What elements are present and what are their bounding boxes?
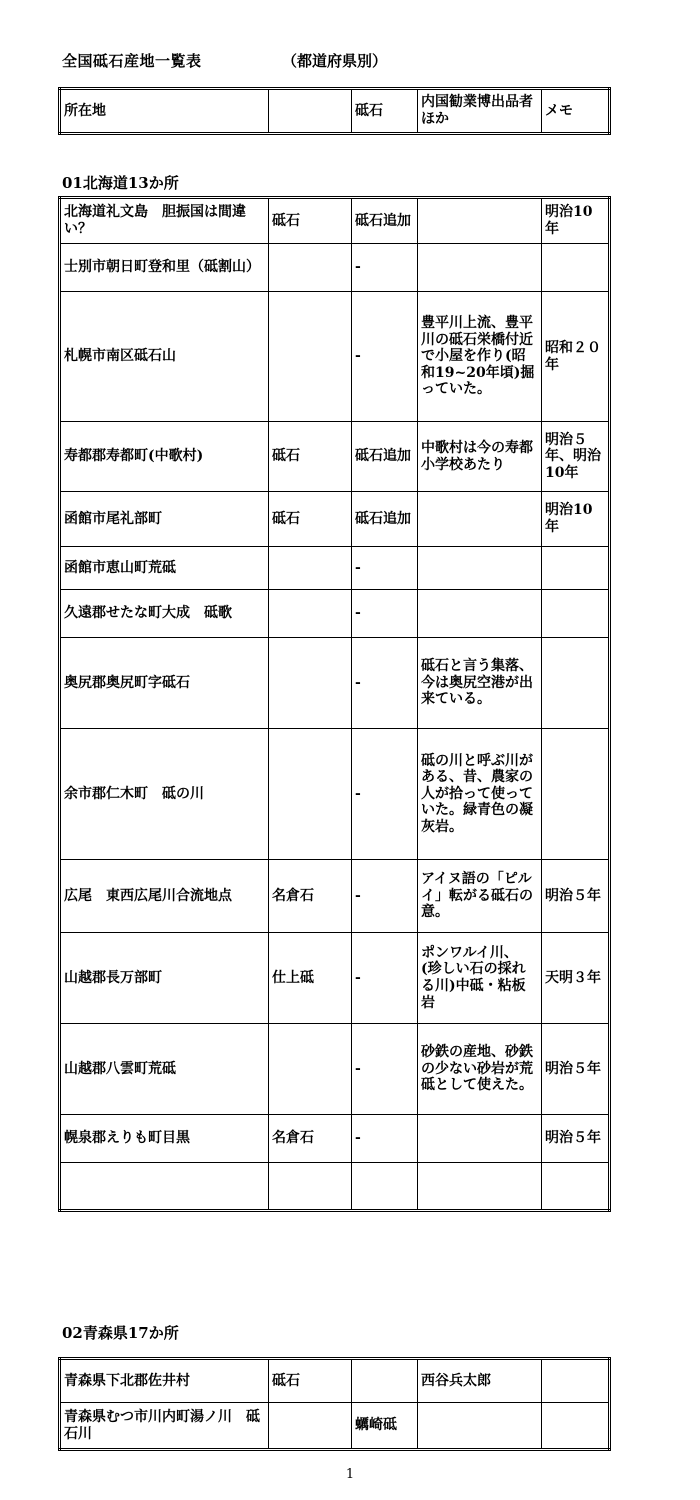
cell-memo: 明治10年: [542, 492, 610, 547]
cell-note: ポンワルイ川、(珍しい石の採れる川)中砥・粘板岩: [418, 933, 542, 1024]
table-row: [60, 1024, 610, 1115]
table-row: [60, 244, 610, 292]
table-row: [60, 492, 610, 547]
cell-location: 函館市恵山町荒砥: [60, 547, 269, 590]
cell-type: [269, 547, 352, 590]
cell-type: [269, 638, 352, 729]
header-whetstone: 砥石: [352, 89, 418, 134]
cell-type: 名倉石: [269, 1115, 352, 1163]
cell-type: [269, 590, 352, 638]
cell-note: 中歌村は今の寿都小学校あたり: [418, 422, 542, 492]
cell-location: 北海道礼文島 胆振国は間違い？: [60, 198, 269, 244]
header-row: [60, 89, 610, 134]
cell-memo: 天明３年: [542, 933, 610, 1024]
table-row-empty: [60, 1163, 610, 1211]
cell-note: 豊平川上流、豊平川の砥石栄橋付近で小屋を作り(昭和19~20年頃)掘っていた。: [418, 292, 542, 422]
column-header-table: [58, 87, 611, 135]
cell-memo: 明治５年: [542, 860, 610, 933]
cell-memo: [542, 1359, 610, 1403]
cell-note: 西谷兵太郎: [418, 1359, 542, 1403]
cell-type: [269, 729, 352, 860]
cell-location: 青森県下北郡佐井村: [60, 1359, 269, 1403]
cell-memo: [542, 547, 610, 590]
cell-whetstone: -: [352, 1024, 418, 1115]
cell-location: 奥尻郡奥尻町字砥石: [60, 638, 269, 729]
header-exhibitor: 内国勧業博出品者ほか: [418, 89, 542, 134]
cell-type: 砥石: [269, 492, 352, 547]
cell-location: 広尾 東西広尾川合流地点: [60, 860, 269, 933]
cell-location: 山越郡長万部町: [60, 933, 269, 1024]
page-subtitle: （都道府県別）: [282, 52, 388, 70]
section-heading-aomori: 02青森県17か所: [62, 1324, 179, 1342]
cell-whetstone: -: [352, 729, 418, 860]
cell-note: [418, 492, 542, 547]
cell-whetstone: -: [352, 860, 418, 933]
cell-location: 寿都郡寿都町(中歌村): [60, 422, 269, 492]
cell-whetstone: -: [352, 1115, 418, 1163]
hokkaido-table: [58, 196, 611, 1212]
cell-type: [269, 1403, 352, 1450]
cell-memo: [542, 244, 610, 292]
cell-location: [60, 1163, 269, 1211]
cell-whetstone: 砥石追加: [352, 422, 418, 492]
page-number: 1: [345, 1467, 355, 1482]
cell-type: 砥石: [269, 1359, 352, 1403]
cell-type: 仕上砥: [269, 933, 352, 1024]
cell-type: 砥石: [269, 422, 352, 492]
table-row: [60, 590, 610, 638]
cell-note: [418, 198, 542, 244]
cell-type: [269, 1163, 352, 1211]
header-memo: メモ: [542, 89, 610, 134]
cell-note: [418, 1403, 542, 1450]
cell-memo: 昭和２０年: [542, 292, 610, 422]
section-heading-hokkaido: 01北海道13か所: [62, 174, 179, 192]
table-row: [60, 1403, 610, 1450]
table-row: [60, 729, 610, 860]
cell-location: 函館市尾礼部町: [60, 492, 269, 547]
cell-whetstone: -: [352, 547, 418, 590]
cell-memo: [542, 590, 610, 638]
cell-location: 余市郡仁木町 砥の川: [60, 729, 269, 860]
cell-type: [269, 244, 352, 292]
cell-note: アイヌ語の「ピルイ」転がる砥石の意。: [418, 860, 542, 933]
table-row: [60, 422, 610, 492]
cell-note: [418, 547, 542, 590]
cell-type: 砥石: [269, 198, 352, 244]
cell-whetstone: 蠣崎砥: [352, 1403, 418, 1450]
cell-memo: 明治５年、明治10年: [542, 422, 610, 492]
cell-whetstone: 砥石追加: [352, 492, 418, 547]
cell-memo: [542, 729, 610, 860]
aomori-table: [58, 1357, 611, 1451]
table-row: [60, 198, 610, 244]
cell-location: 青森県むつ市川内町湯ノ川 砥石川: [60, 1403, 269, 1450]
cell-note: 砥の川と呼ぶ川がある、昔、農家の人が拾って使っていた。緑青色の凝灰岩。: [418, 729, 542, 860]
cell-location: 士別市朝日町登和里（砥割山）: [60, 244, 269, 292]
cell-whetstone: -: [352, 933, 418, 1024]
table-row: [60, 933, 610, 1024]
cell-note: [418, 1163, 542, 1211]
cell-location: 久遠郡せたな町大成 砥歌: [60, 590, 269, 638]
page-title: 全国砥石産地一覧表: [62, 52, 202, 70]
cell-note: [418, 244, 542, 292]
table-row: [60, 638, 610, 729]
cell-type: 名倉石: [269, 860, 352, 933]
cell-note: [418, 1115, 542, 1163]
header-blank: [269, 89, 352, 134]
cell-location: 幌泉郡えりも町目黒: [60, 1115, 269, 1163]
cell-whetstone: 砥石追加: [352, 198, 418, 244]
table-row: [60, 1359, 610, 1403]
cell-whetstone: [352, 1359, 418, 1403]
cell-memo: 明治10年: [542, 198, 610, 244]
header-location: 所在地: [60, 89, 269, 134]
cell-note: [418, 590, 542, 638]
table-row: [60, 292, 610, 422]
cell-location: 札幌市南区砥石山: [60, 292, 269, 422]
cell-location: 山越郡八雲町荒砥: [60, 1024, 269, 1115]
table-row: [60, 860, 610, 933]
cell-memo: 明治５年: [542, 1024, 610, 1115]
cell-memo: 明治５年: [542, 1115, 610, 1163]
table-row: [60, 1115, 610, 1163]
cell-whetstone: [352, 1163, 418, 1211]
cell-whetstone: -: [352, 292, 418, 422]
cell-memo: [542, 1163, 610, 1211]
table-row: [60, 547, 610, 590]
cell-type: [269, 292, 352, 422]
cell-whetstone: -: [352, 590, 418, 638]
cell-memo: [542, 1403, 610, 1450]
cell-type: [269, 1024, 352, 1115]
cell-memo: [542, 638, 610, 729]
cell-note: 砥石と言う集落、今は奥尻空港が出来ている。: [418, 638, 542, 729]
cell-whetstone: -: [352, 638, 418, 729]
cell-note: 砂鉄の産地、砂鉄の少ない砂岩が荒砥として使えた。: [418, 1024, 542, 1115]
cell-whetstone: -: [352, 244, 418, 292]
